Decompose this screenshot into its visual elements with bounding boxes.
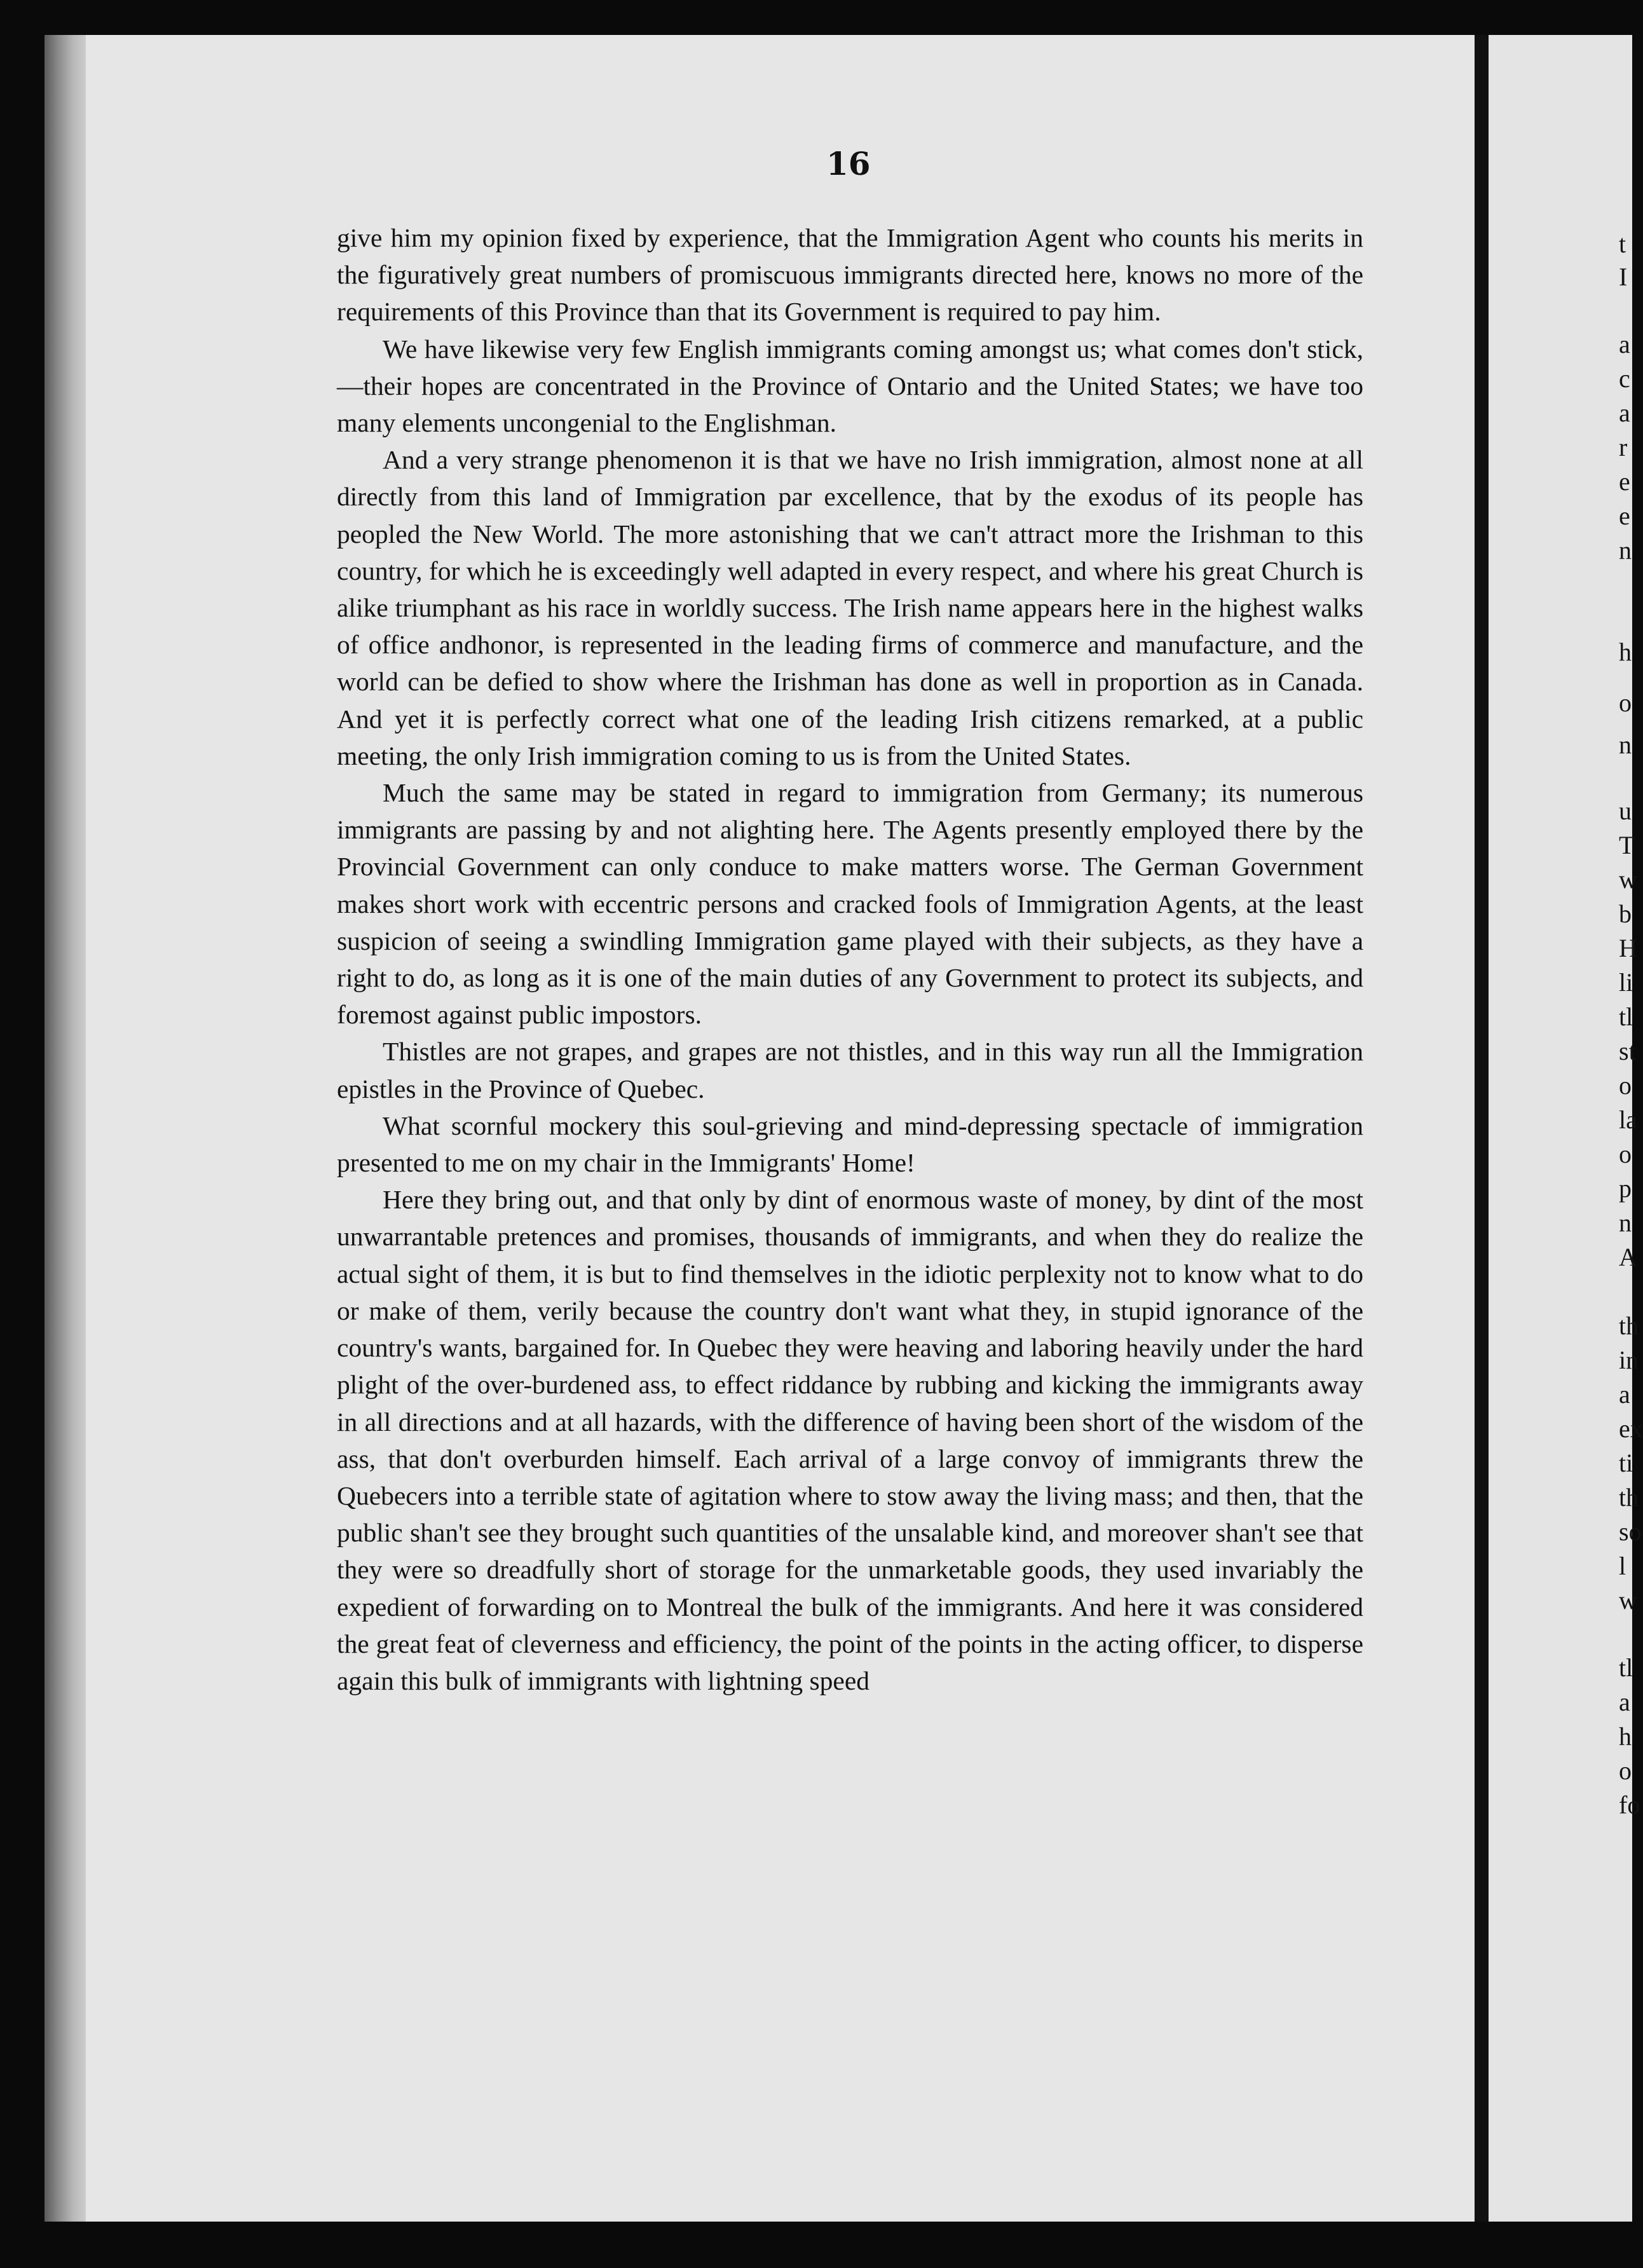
paragraph: We have likewise very few English immigrants coming amongst us; what comes don't stick,—their hopes are concentrated in the Province of Ontario and the United States; we have too many elements uncongenial to the Englishman. [337, 334, 1363, 438]
page-number: 16 [826, 145, 871, 182]
fragment: r [1619, 433, 1628, 461]
fragment: A [1619, 1243, 1637, 1271]
fragment: th [1619, 1483, 1639, 1512]
fragment: n [1619, 536, 1632, 564]
fragment: b [1619, 899, 1632, 928]
paragraph: Much the same may be stated in regard to immigration from Germany; its numerous immigrants are passing by and not alighting here. The Agents presently employed there by the Provincial Government can only conduce to make matters worse. The German Government makes short work with eccentric persons and cracked fools of Immigration Agents, at the least suspicion of seeing a swindling Immigration game played with their subjects, as they have a right to do, as long as it is one of the main duties of any Government to protect its subjects, and foremost against public impostors. [337, 778, 1363, 1030]
paragraph: Here they bring out, and that only by dint of enormous waste of money, by dint of the most unwarrantable pretences and promises, thousands of immigrants, and when they do realize the actual sight of them, it is but to find themselves in the idiotic perplexity not to know what to do or make of them, verily because the country don't want what they, in stupid ignorance of the country's wants, bargained for. In Quebec they were heaving and laboring heavily under the hard plight of the over-burdened ass, to effect riddance by rubbing and kicking the immigrants away in all directions and at all hazards, with the difference of having been short of the wisdom of the ass, that don't overburden himself. Each arrival of a large convoy of immigrants threw the Quebecers into a terrible state of agitation where to stow away the living mass; and then, that the public shan't see they brought such quantities of the unsalable kind, and moreover shan't see that they were so dreadfully short of storage for the unmarketable goods, they used invariably the expedient of forwarding on to Montreal the bulk of the immigrants. And here it was considered the great feat of cleverness and efficiency, the point of the points in the acting officer, to disperse again this bulk of immigrants with lightning speed [337, 1185, 1363, 1695]
fragment: e [1619, 467, 1630, 496]
fragment: I [1619, 263, 1628, 291]
fragment: so [1619, 1517, 1642, 1546]
fragment: t [1619, 229, 1626, 258]
fragment: th [1619, 1311, 1639, 1340]
fragment: w [1619, 865, 1637, 894]
fragment: p [1619, 1174, 1632, 1203]
fragment: ex [1619, 1414, 1643, 1443]
fragment: o [1619, 1140, 1632, 1168]
fragment: la [1619, 1105, 1637, 1134]
fragment: a [1619, 330, 1630, 359]
fragment: n [1619, 730, 1632, 759]
fragment: e [1619, 502, 1630, 530]
fragment: st [1619, 1037, 1636, 1065]
fragment: tl [1619, 1653, 1633, 1682]
fragment: n [1619, 1208, 1632, 1237]
fragment: o [1619, 1756, 1632, 1785]
next-page-edge [1489, 35, 1635, 2222]
fragment: w [1619, 1586, 1637, 1615]
fragment: H [1619, 934, 1637, 962]
paragraph: And a very strange phenomenon it is that we have no Irish immigration, almost none at all directly from this land of Immigration par excellence, that by the exodus of its people has peopled the New World. The more astonishing that we can't attract more the Irishman to this country, for which he is exceedingly well adapted in every respect, and where his great Church is alike triumphant as his race in worldly success. The Irish name appears here in the highest walks of office andhonor, is represented in the leading firms of commerce and manufacture, and the world can be defied to show where the Irishman has done as well in proportion as in Canada. And yet it is perfectly correct what one of the leading Irish citizens remarked, at a public meeting, the only Irish immigration coming to us is from the United States. [337, 445, 1363, 770]
fragment: o [1619, 1071, 1632, 1100]
fragment: h [1619, 1722, 1632, 1751]
fragment: h [1619, 638, 1632, 666]
fragment: tl [1619, 1002, 1633, 1031]
body-text [337, 219, 1363, 1699]
fragment: a [1619, 399, 1630, 427]
fragment: in [1619, 1346, 1639, 1374]
paragraph: Thistles are not grapes, and grapes are not thistles, and in this way run all the Immigration epistles in the Province of Quebec. [337, 1037, 1363, 1103]
book-spine [44, 35, 89, 2222]
fragment: li [1619, 968, 1633, 997]
fragment: o [1619, 688, 1632, 717]
fragment: u [1619, 796, 1632, 825]
fragment: a [1619, 1380, 1630, 1409]
fragment: l [1619, 1552, 1626, 1580]
paragraph: What scornful mockery this soul-grieving and mind-depressing spectacle of immigration presented to me on my chair in the Immigrants' Home! [337, 1110, 1363, 1178]
fragment: a [1619, 1688, 1630, 1716]
paragraph: give him my opinion fixed by experience, that the Immigration Agent who counts his merits in the figuratively great numbers of promiscuous immigrants directed here, knows no more of the requirements of this Province than that its Government is required to pay him. [337, 223, 1363, 327]
fragment: ti [1619, 1449, 1633, 1477]
fragment: T [1619, 831, 1635, 859]
fragment: c [1619, 364, 1630, 393]
fragment: fo [1619, 1791, 1640, 1819]
page-gutter [1475, 35, 1489, 2222]
